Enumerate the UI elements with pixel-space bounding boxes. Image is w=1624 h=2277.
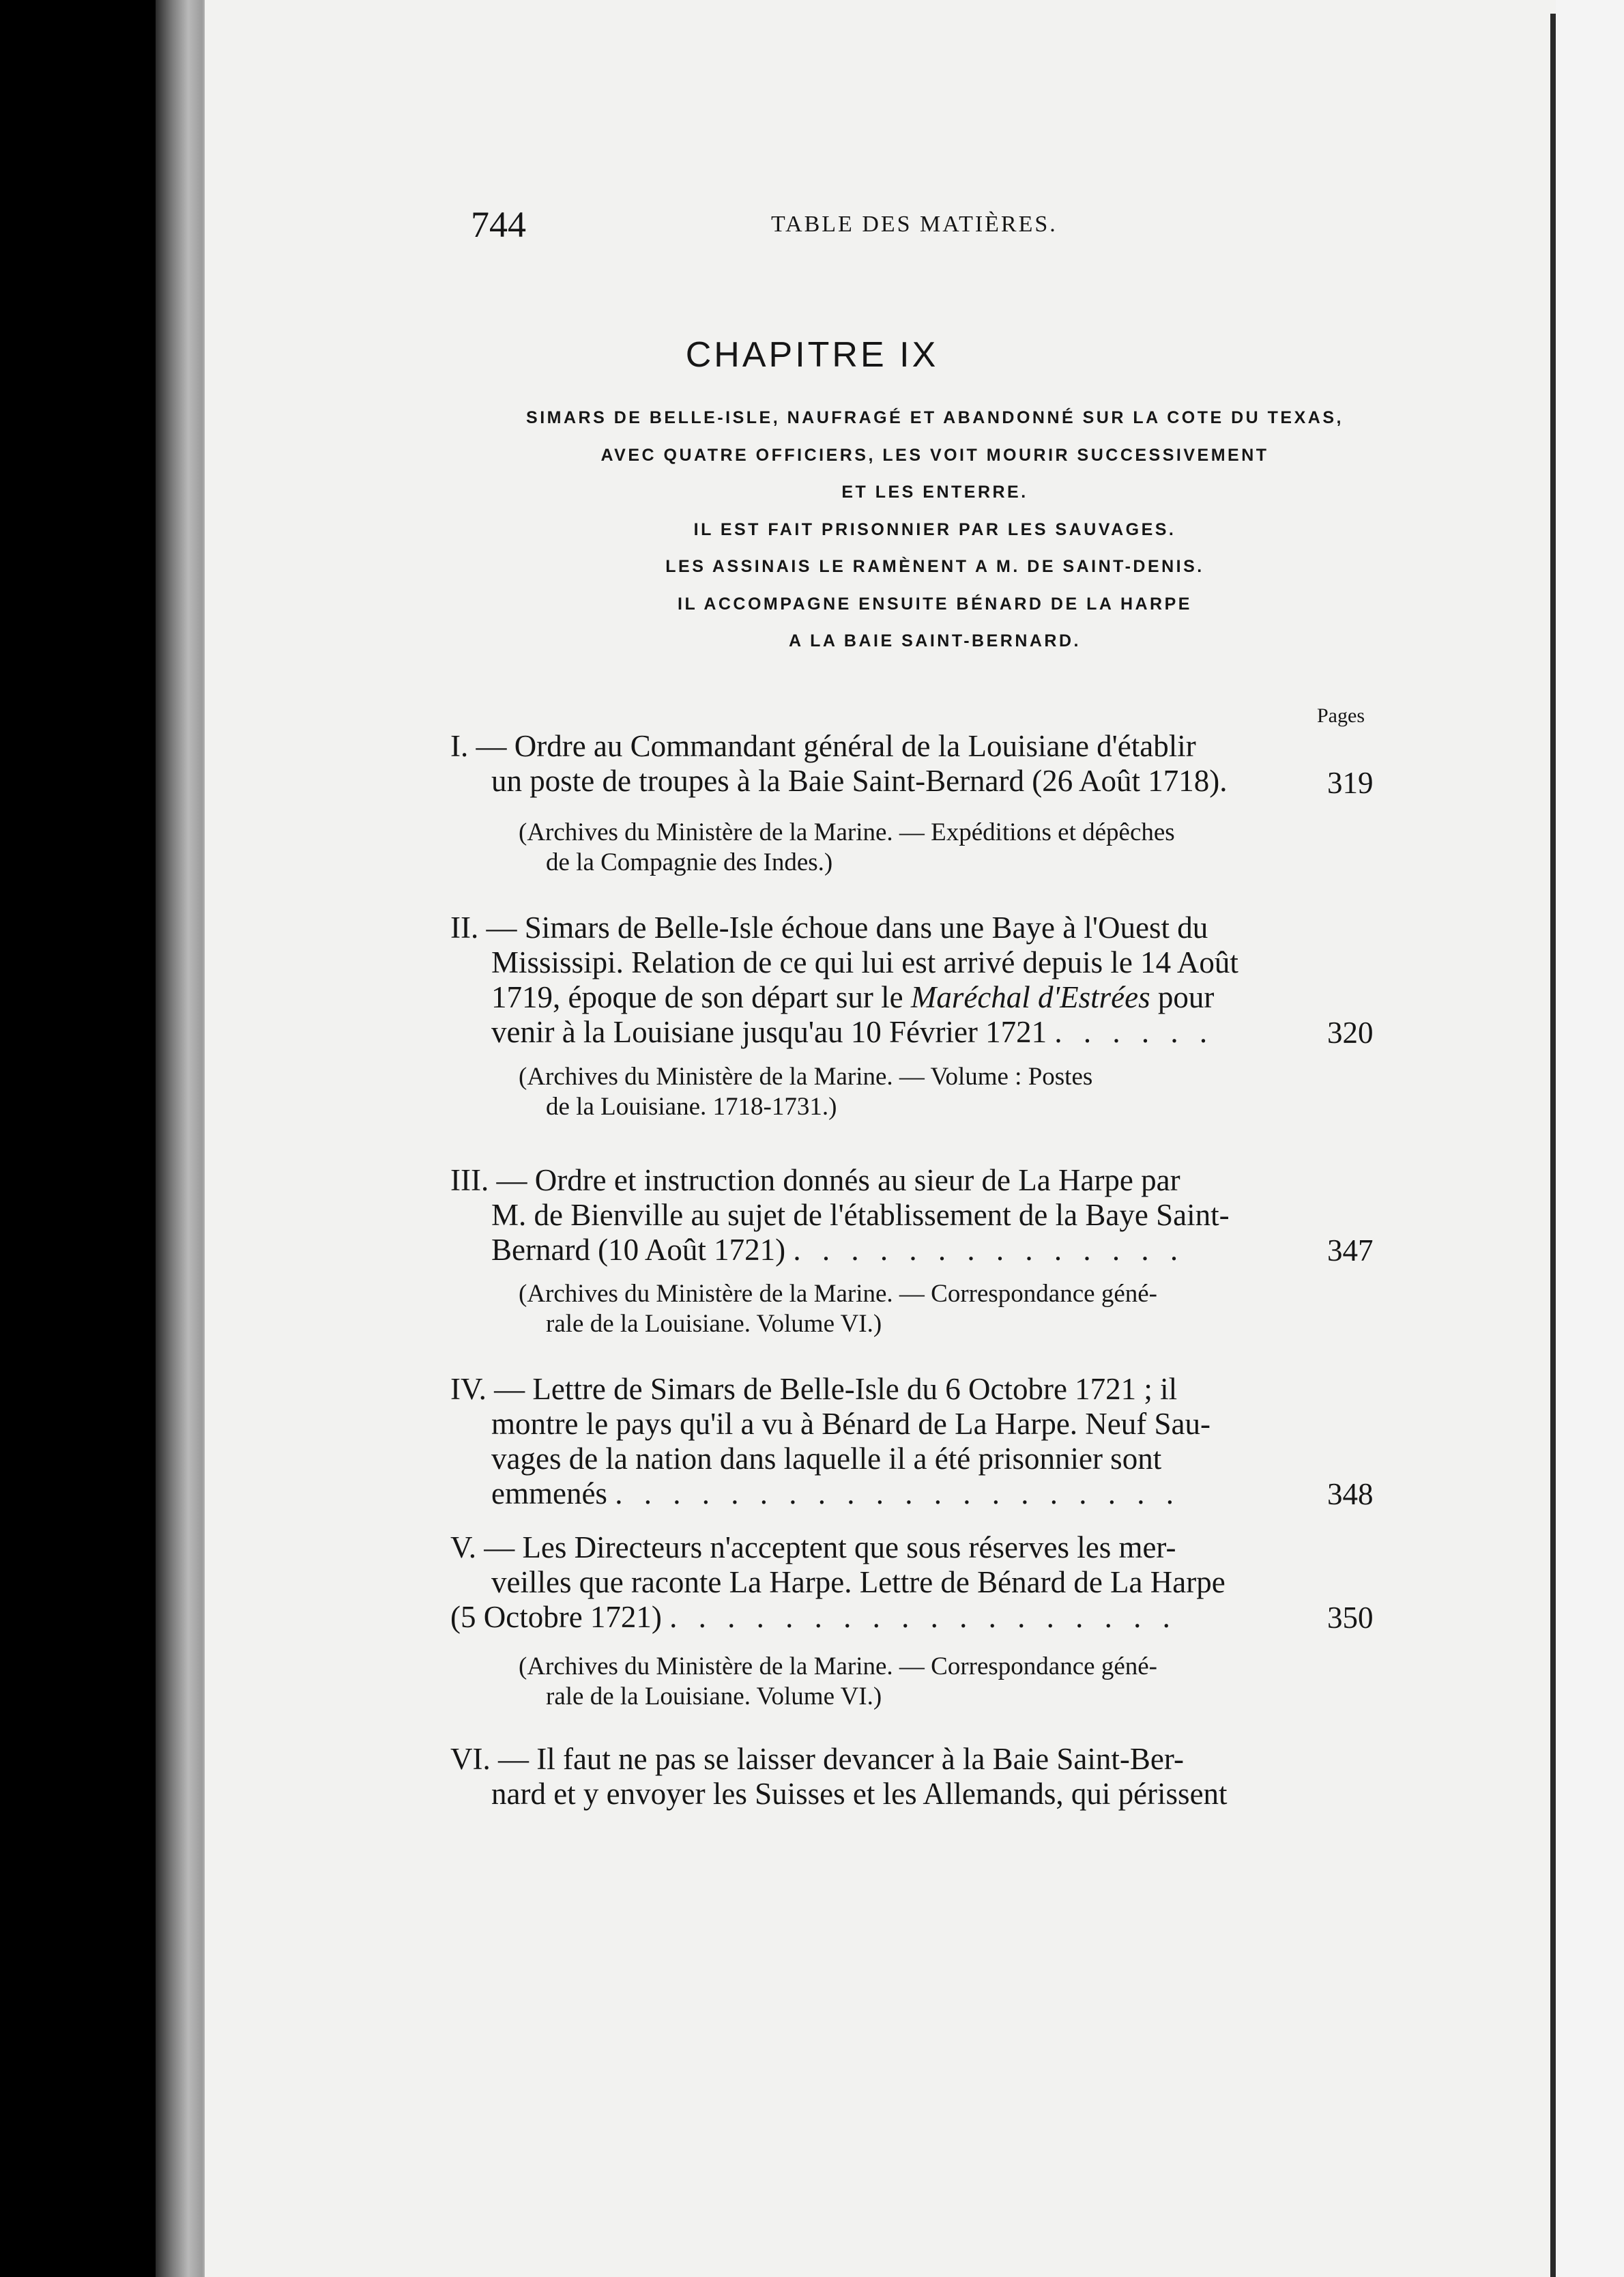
running-title: TABLE DES MATIÈRES. <box>771 212 1058 237</box>
entry-text: (5 Octobre 1721) <box>450 1600 662 1634</box>
entry-line: II. — Simars de Belle-Isle échoue dans une Baye à l'Ouest du <box>450 911 1208 945</box>
toc-entry <box>450 1742 1296 1811</box>
entry-line: M. de Bienville au sujet de l'établissement de la Baye Saint- <box>491 1198 1230 1232</box>
archive-note <box>519 818 1296 878</box>
entry-line: VI. — Il faut ne pas se laisser devancer à la Baie Saint-Ber- <box>450 1742 1184 1776</box>
entry-text: emmenés <box>491 1476 607 1510</box>
entry-page-number: 348 <box>1327 1477 1374 1511</box>
note-line: de la Compagnie des Indes.) <box>546 848 833 876</box>
summary-line: ET LES ENTERRE. <box>841 483 1028 502</box>
entry-line <box>450 1476 1296 1511</box>
archive-note <box>519 1062 1296 1122</box>
entry-line <box>450 1600 1296 1635</box>
chapter-title: CHAPITRE IX <box>685 335 939 375</box>
entry-page-number: 319 <box>1327 766 1374 800</box>
note-line: rale de la Louisiane. Volume VI.) <box>546 1310 882 1338</box>
entry-line <box>450 1233 1296 1268</box>
summary-line: LES ASSINAIS LE RAMÈNENT A M. DE SAINT-DENIS. <box>665 557 1204 576</box>
archive-note <box>519 1279 1296 1339</box>
entry-line: veilles que raconte La Harpe. Lettre de Bénard de La Harpe <box>491 1565 1226 1599</box>
leader-dots: . . . . . . . . . . . . . . . . . . . . <box>615 1476 1180 1510</box>
entry-line: V. — Les Directeurs n'acceptent que sous réserves les mer- <box>450 1530 1176 1564</box>
chapter-summary <box>409 399 1460 660</box>
note-line: (Archives du Ministère de la Marine. — Correspondance géné- <box>519 1280 1157 1308</box>
archive-note <box>519 1652 1296 1712</box>
note-line: (Archives du Ministère de la Marine. — Correspondance géné- <box>519 1652 1157 1680</box>
entry-text: 1719, époque de son départ sur le <box>491 980 903 1014</box>
entry-text: pour <box>1150 980 1215 1014</box>
toc-entry <box>450 1372 1296 1511</box>
entry-line <box>450 1015 1296 1050</box>
entry-line: nard et y envoyer les Suisses et les Allemands, qui périssent <box>491 1777 1228 1811</box>
summary-line: A LA BAIE SAINT-BERNARD. <box>789 631 1081 650</box>
entry-page-number: 350 <box>1327 1601 1374 1635</box>
note-line: (Archives du Ministère de la Marine. — Expéditions et dépêches <box>519 818 1175 846</box>
entry-line: montre le pays qu'il a vu à Bénard de La Harpe. Neuf Sau- <box>491 1407 1210 1441</box>
toc-entry <box>450 729 1296 799</box>
entry-page-number: 320 <box>1327 1016 1374 1050</box>
entry-line: un poste de troupes à la Baie Saint-Bernard (26 Août 1718). <box>491 764 1228 798</box>
toc-entry <box>450 1530 1296 1635</box>
toc-entry <box>450 911 1296 1050</box>
entry-line: I. — Ordre au Commandant général de la Louisiane d'établir <box>450 729 1196 763</box>
page-number: 744 <box>471 204 526 245</box>
entry-text: venir à la Louisiane jusqu'au 10 Février 1721 <box>491 1015 1047 1049</box>
summary-line: SIMARS DE BELLE-ISLE, NAUFRAGÉ ET ABANDONNÉ SUR LA COTE DU TEXAS, <box>526 408 1344 427</box>
note-line: rale de la Louisiane. Volume VI.) <box>546 1682 882 1710</box>
entry-line: IV. — Lettre de Simars de Belle-Isle du 6 Octobre 1721 ; il <box>450 1372 1178 1406</box>
entry-line <box>450 980 1296 1015</box>
entry-line: vages de la nation dans laquelle il a été prisonnier sont <box>491 1442 1162 1476</box>
leader-dots: . . . . . . . . . . . . . . <box>793 1233 1185 1267</box>
leader-dots: . . . . . . . . . . . . . . . . . . <box>669 1600 1177 1634</box>
pages-column-label: Pages <box>1317 704 1365 727</box>
entry-page-number: 347 <box>1327 1233 1374 1268</box>
note-line: de la Louisiane. 1718-1731.) <box>546 1093 837 1121</box>
toc-entry <box>450 1163 1296 1268</box>
summary-line: IL EST FAIT PRISONNIER PAR LES SAUVAGES. <box>693 519 1176 539</box>
entry-line: III. — Ordre et instruction donnés au sieur de La Harpe par <box>450 1163 1180 1197</box>
leader-dots: . . . . . . <box>1054 1015 1215 1049</box>
entry-line: Mississipi. Relation de ce qui lui est arrivé depuis le 14 Août <box>491 945 1238 979</box>
summary-line: AVEC QUATRE OFFICIERS, LES VOIT MOURIR SUCCESSIVEMENT <box>600 445 1269 465</box>
note-line: (Archives du Ministère de la Marine. — Volume : Postes <box>519 1063 1093 1091</box>
ship-name: Maréchal d'Estrées <box>910 980 1150 1014</box>
summary-line: IL ACCOMPAGNE ENSUITE BÉNARD DE LA HARPE <box>678 594 1192 614</box>
entry-text: Bernard (10 Août 1721) <box>491 1233 786 1267</box>
